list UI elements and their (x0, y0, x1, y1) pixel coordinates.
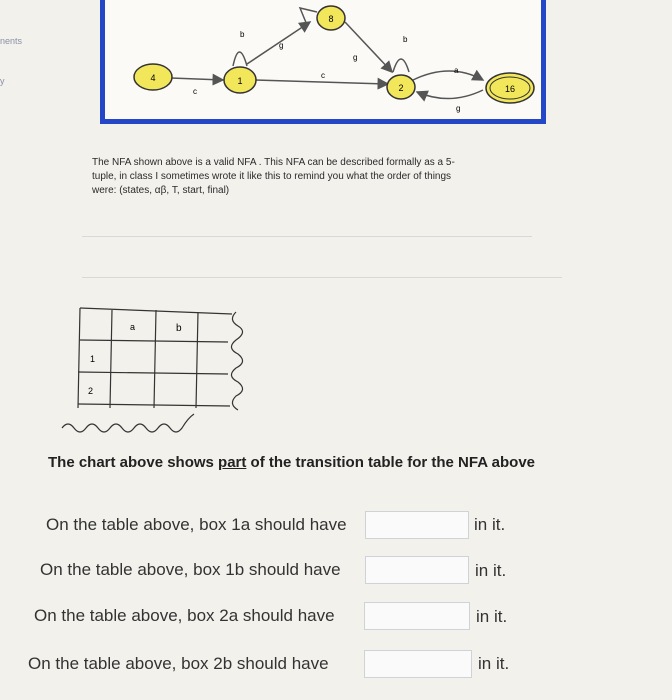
question-prompt: On the table above, box 1a should have (46, 515, 347, 534)
edge-label: g (353, 53, 358, 62)
description-line: tuple, in class I sometimes wrote it like this to remind you what the order of things (92, 171, 452, 182)
question-prompt: On the table above, box 1b should have (40, 560, 341, 579)
state-label: 16 (504, 84, 516, 94)
answer-input-2b[interactable] (364, 650, 472, 678)
state-label: 2 (398, 83, 404, 93)
sidebar-mark: y (0, 76, 5, 86)
caption-emphasis: part (218, 454, 247, 471)
question-row-2b (28, 649, 329, 679)
caption-post: of the transition table for the NFA above (246, 454, 536, 471)
nfa-description (92, 156, 542, 198)
table-line (110, 310, 112, 408)
edge-label: a (454, 66, 459, 75)
question-prompt: On the table above, box 2a should have (34, 606, 335, 625)
question-row-2a (34, 601, 335, 631)
edge-4-1 (171, 78, 223, 80)
question-suffix: in it. (476, 607, 508, 626)
nfa-diagram-frame (100, 0, 546, 124)
edge-label: b (240, 30, 245, 39)
table-line (196, 312, 198, 408)
description-line: The NFA shown above is a valid NFA . This NFA can be described formally as a 5- (92, 157, 455, 168)
edge-label: c (193, 87, 197, 96)
answer-input-2a[interactable] (364, 602, 470, 630)
loop-1 (233, 52, 247, 66)
transition-table-sketch (60, 300, 260, 450)
row-header-2: 2 (88, 386, 94, 396)
description-line: were: (states, αβ, T, start, final) (92, 185, 230, 196)
caption-pre: The chart above shows (48, 454, 219, 471)
row-header-1: 1 (90, 354, 96, 364)
table-line (78, 308, 80, 408)
edge-label: g (279, 41, 284, 50)
edge-label: c (321, 71, 325, 80)
state-label: 1 (237, 76, 243, 86)
divider (82, 236, 532, 237)
table-line (80, 340, 228, 342)
torn-edge-bottom (62, 414, 194, 432)
torn-edge-right (231, 312, 242, 410)
question-prompt: On the table above, box 2b should have (28, 654, 329, 673)
edge-1-2 (255, 80, 388, 84)
question-suffix: in it. (474, 515, 506, 534)
question-suffix: in it. (478, 654, 510, 673)
edge-16-2 (417, 90, 483, 99)
table-line (154, 310, 156, 408)
edge-label: b (403, 35, 408, 44)
state-label: 8 (328, 14, 334, 24)
column-header-a: a (130, 322, 136, 332)
question-suffix: in it. (475, 561, 507, 580)
column-header-b: b (176, 323, 182, 334)
divider (82, 277, 562, 278)
answer-input-1a[interactable] (365, 511, 469, 539)
table-caption (48, 452, 568, 474)
nfa-diagram (105, 0, 551, 124)
table-line (78, 372, 228, 374)
edge-8-2 (345, 22, 392, 72)
edge-label: g (456, 104, 461, 113)
sidebar-label[interactable]: nents (0, 36, 23, 46)
loop-2 (393, 59, 409, 72)
answer-input-1b[interactable] (365, 556, 469, 584)
edge-2-16 (413, 71, 483, 80)
state-label: 4 (150, 73, 156, 83)
question-row-1a (46, 510, 347, 540)
question-row-1b (40, 555, 341, 585)
